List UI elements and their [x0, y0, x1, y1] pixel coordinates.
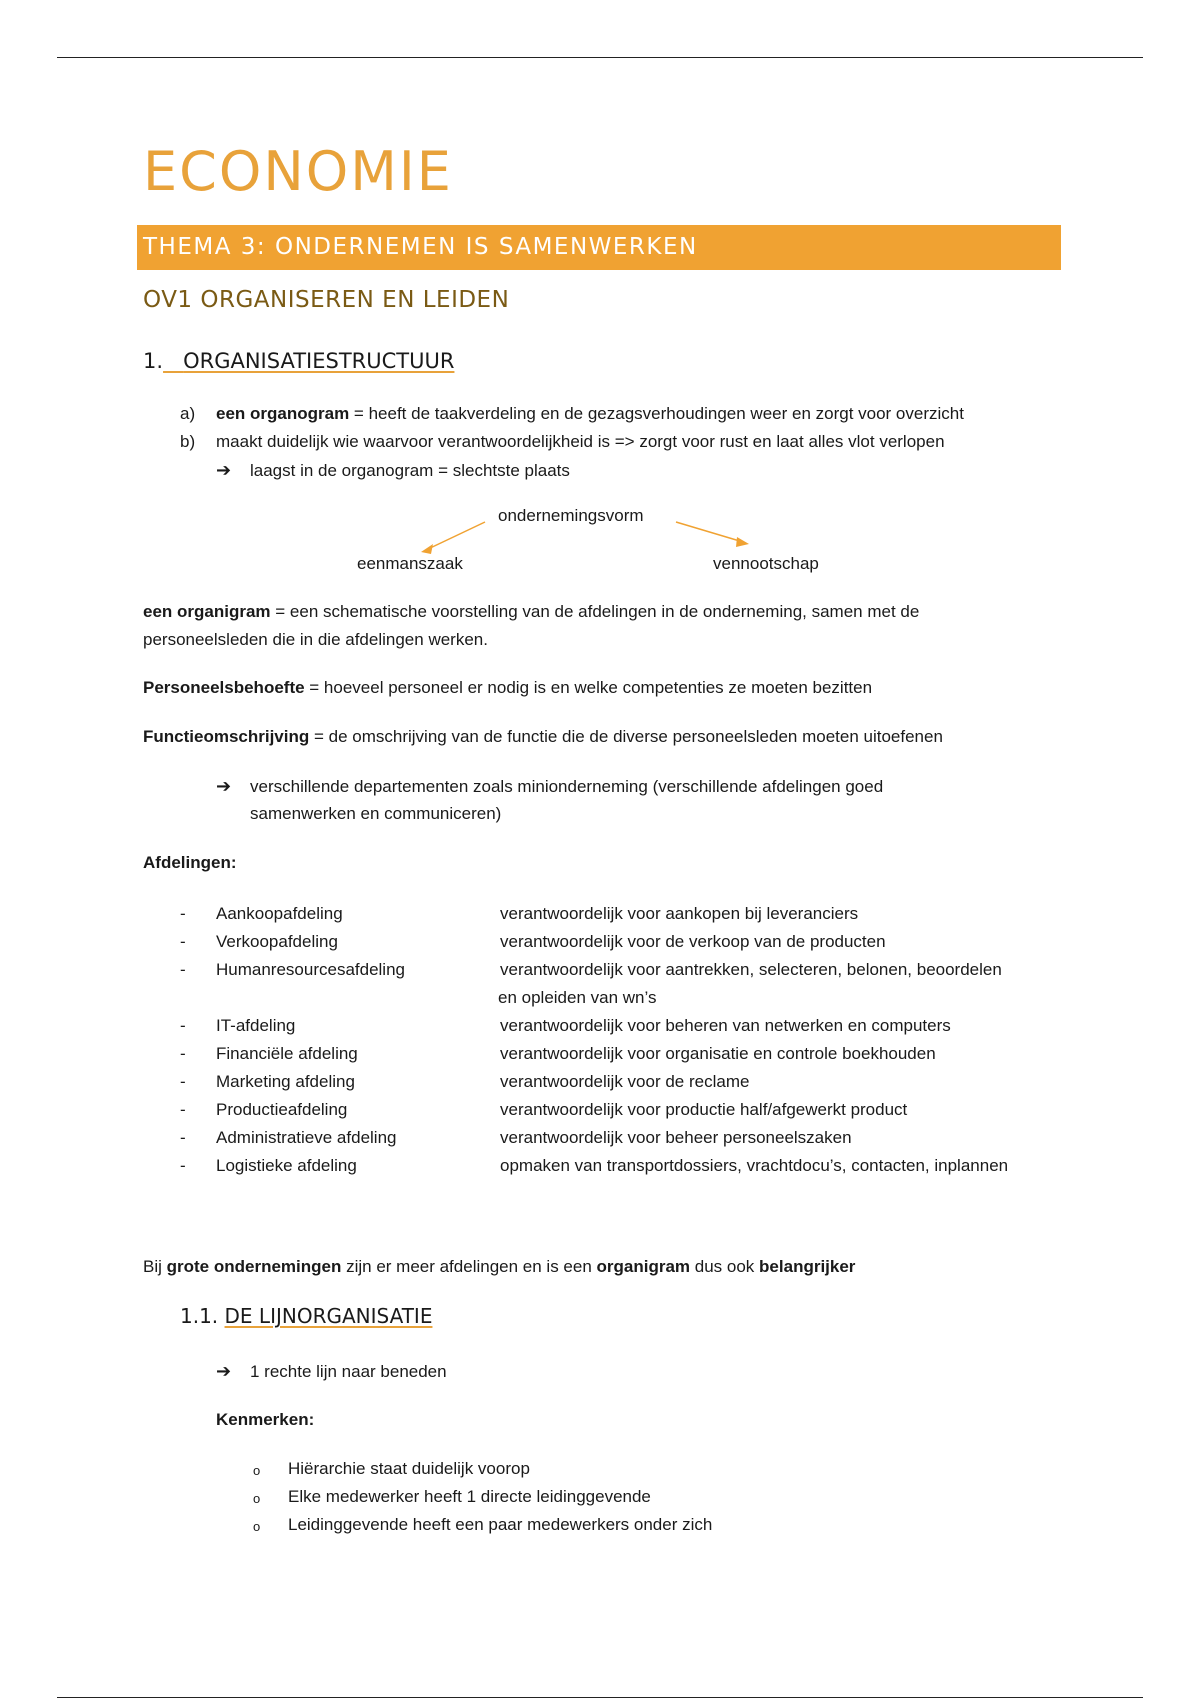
- department-name: Financiële afdeling: [216, 1044, 358, 1063]
- afdelingen-label: Afdelingen:: [143, 853, 237, 872]
- list-marker: b): [180, 432, 196, 451]
- theme-heading: THEMA 3: ONDERNEMEN IS SAMENWERKEN: [137, 225, 1061, 270]
- department-desc: verantwoordelijk voor de verkoop van de producten: [500, 932, 886, 951]
- arrow-note-text: laagst in de organogram = slechtste plaats: [250, 461, 570, 480]
- term-personeelsbehoefte: Personeelsbehoefte: [143, 678, 305, 697]
- arrow-note-lijn: [216, 1357, 447, 1386]
- list-dash: -: [180, 1100, 186, 1119]
- department-row: [143, 1068, 1063, 1096]
- department-name: Marketing afdeling: [216, 1072, 355, 1091]
- grote-ondernemingen-text: Bij grote ondernemingen zijn er meer afdelingen en is een organigram dus ook belangrijker: [143, 1257, 856, 1276]
- department-desc: verantwoordelijk voor organisatie en controle boekhouden: [500, 1044, 936, 1063]
- list-dash: -: [180, 932, 186, 951]
- department-desc: verantwoordelijk voor beheer personeelszaken: [500, 1128, 852, 1147]
- department-row: [143, 1096, 1063, 1124]
- term-functieomschrijving: Functieomschrijving: [143, 727, 310, 746]
- kenmerk-item: Leidinggevende heeft een paar medewerkers onder zich: [288, 1515, 713, 1534]
- subsection-title: DE LIJNORGANISATIE: [224, 1304, 433, 1328]
- list-text: maakt duidelijk wie waarvoor verantwoordelijkheid is => zorgt voor rust en laat alles vlot verlopen: [216, 432, 945, 451]
- list-item-a: [180, 400, 964, 428]
- department-row: [143, 928, 1063, 956]
- arrow-right-icon: ➔: [216, 776, 232, 796]
- diagram-right: vennootschap: [713, 554, 819, 573]
- department-row: [143, 1152, 1063, 1180]
- department-name: Administratieve afdeling: [216, 1128, 397, 1147]
- department-name: Aankoopafdeling: [216, 904, 343, 923]
- subsection-heading: [180, 1302, 432, 1330]
- diagram-arrows: [143, 510, 1063, 560]
- section-number: 1.: [143, 349, 164, 373]
- definition-text: = een schematische voorstelling van de afdelingen in de onderneming, samen met de: [270, 602, 920, 621]
- department-row: [143, 1012, 1063, 1040]
- circle-bullet-icon: o: [253, 1491, 261, 1506]
- list-dash: -: [180, 1044, 186, 1063]
- list-dash: -: [180, 1016, 186, 1035]
- subsection-number: 1.1.: [180, 1304, 219, 1328]
- department-name: Humanresourcesafdeling: [216, 960, 405, 979]
- department-row: [143, 1124, 1063, 1152]
- diagram-left: eenmanszaak: [357, 554, 463, 573]
- top-rule: [57, 57, 1143, 58]
- department-row: [143, 900, 1063, 928]
- list-dash: -: [180, 1072, 186, 1091]
- section-title: ORGANISATIESTRUCTUUR: [183, 349, 455, 373]
- definition-functieomschrijving: [143, 723, 943, 751]
- department-desc: opmaken van transportdossiers, vrachtdocu’s, contacten, inplannen: [500, 1156, 1009, 1175]
- arrow-right-line: [676, 522, 743, 542]
- arrow-left-line: [426, 522, 485, 550]
- definition-organigram-cont: personeelsleden die in die afdelingen werken.: [143, 630, 488, 649]
- arrow-right-icon: ➔: [216, 460, 232, 480]
- department-desc-cont: en opleiden van wn’s: [498, 988, 657, 1007]
- term-organogram: een organogram: [216, 404, 350, 423]
- department-row-cont: [143, 984, 1063, 1012]
- department-name: IT-afdeling: [216, 1016, 296, 1035]
- list-marker: a): [180, 404, 196, 423]
- department-desc: verantwoordelijk voor productie half/afgewerkt product: [500, 1100, 908, 1119]
- arrow-note-text: verschillende departementen zoals minionderneming (verschillende afdelingen goed: [250, 777, 884, 796]
- definition-text: = hoeveel personeel er nodig is en welke competenties ze moeten bezitten: [304, 678, 873, 697]
- list-dash: -: [180, 960, 186, 979]
- kenmerken-label: Kenmerken:: [216, 1410, 315, 1429]
- department-desc: verantwoordelijk voor aantrekken, selecteren, belonen, beoordelen: [500, 960, 1002, 979]
- list-dash: -: [180, 904, 186, 923]
- list-text: = heeft de taakverdeling en de gezagsverhoudingen weer en zorgt voor overzicht: [349, 404, 964, 423]
- arrow-note-departments: [216, 772, 883, 801]
- term-organigram: een organigram: [143, 602, 271, 621]
- arrow-note: [216, 456, 570, 485]
- list-item-b: [180, 428, 945, 456]
- kenmerk-item: Hiërarchie staat duidelijk voorop: [288, 1459, 530, 1478]
- definition-organigram: [143, 598, 919, 626]
- department-name: Productieafdeling: [216, 1100, 348, 1119]
- list-dash: -: [180, 1156, 186, 1175]
- department-name: Logistieke afdeling: [216, 1156, 357, 1175]
- arrow-right-icon: ➔: [216, 1361, 232, 1381]
- circle-bullet-icon: o: [253, 1463, 261, 1478]
- department-desc: verantwoordelijk voor beheren van netwerken en computers: [500, 1016, 951, 1035]
- document-title: ECONOMIE: [143, 140, 453, 203]
- department-row: [143, 1040, 1063, 1068]
- department-row: [143, 956, 1063, 984]
- section-heading: [143, 347, 454, 375]
- bottom-rule: [57, 1697, 1143, 1698]
- kenmerk-item: Elke medewerker heeft 1 directe leidinggevende: [288, 1487, 651, 1506]
- document-body: [143, 140, 1063, 1534]
- circle-bullet-icon: o: [253, 1519, 261, 1534]
- definition-text: = de omschrijving van de functie die de diverse personeelsleden moeten uitoefenen: [309, 727, 943, 746]
- diagram-root: ondernemingsvorm: [498, 506, 644, 525]
- list-dash: -: [180, 1128, 186, 1147]
- arrow-right-head: [736, 537, 749, 547]
- department-desc: verantwoordelijk voor aankopen bij leveranciers: [500, 904, 859, 923]
- definition-personeelsbehoefte: [143, 674, 872, 702]
- department-desc: verantwoordelijk voor de reclame: [500, 1072, 750, 1091]
- department-name: Verkoopafdeling: [216, 932, 338, 951]
- arrow-note-text: 1 rechte lijn naar beneden: [250, 1362, 447, 1381]
- ov-heading: OV1 ORGANISEREN EN LEIDEN: [143, 287, 510, 313]
- arrow-note-departments-cont: samenwerken en communiceren): [250, 804, 502, 823]
